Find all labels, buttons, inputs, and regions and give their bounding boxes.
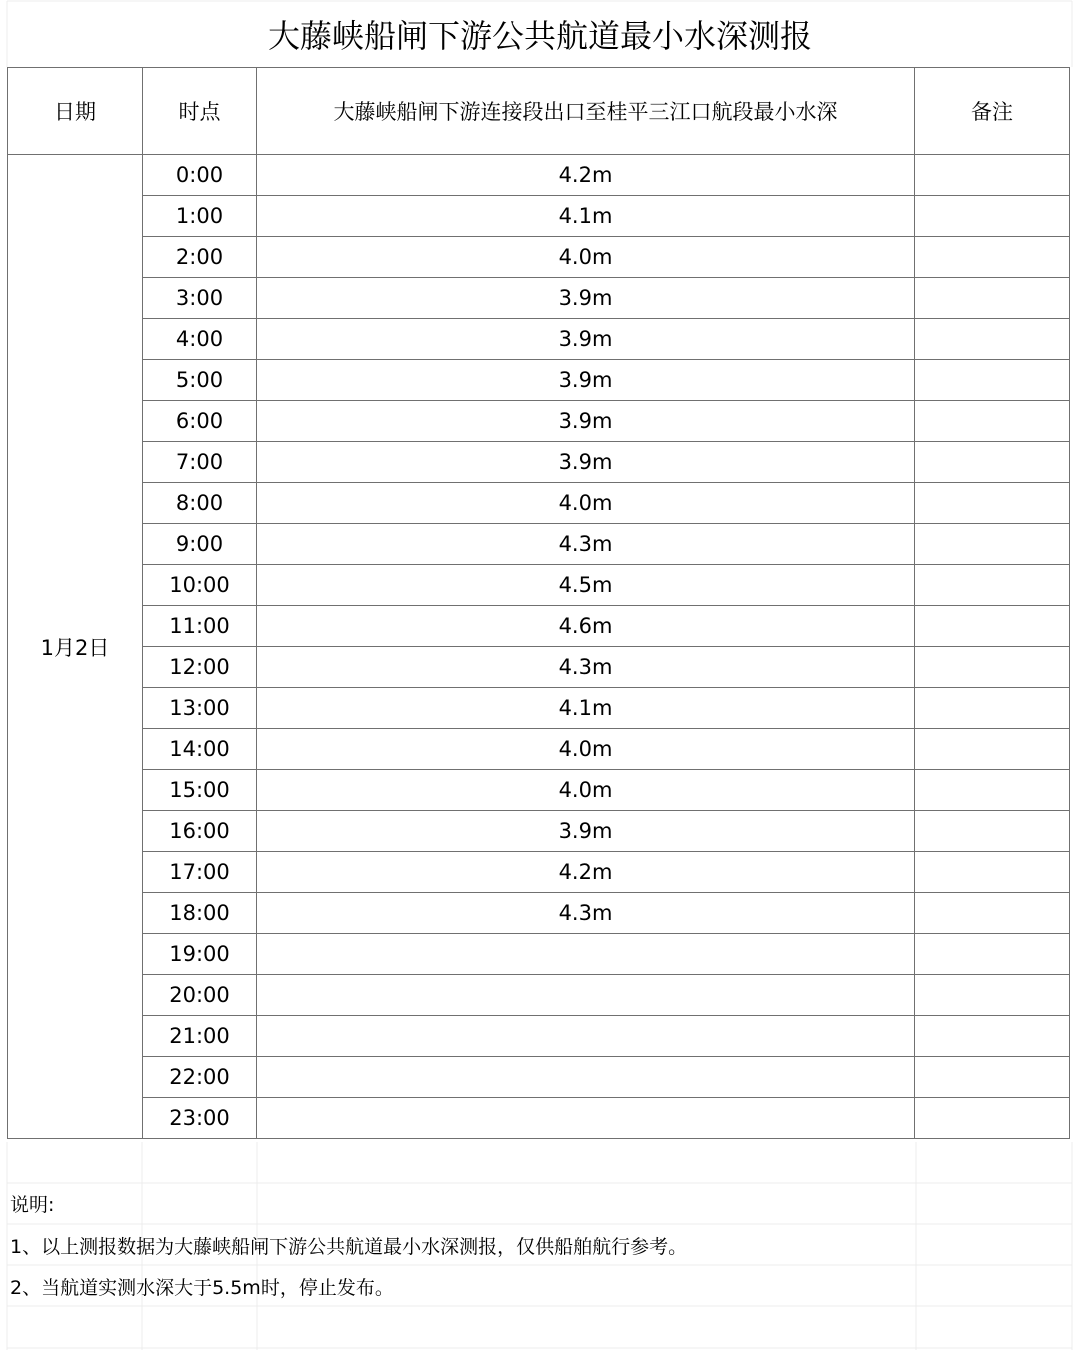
remark-cell xyxy=(915,729,1070,770)
depth-cell: 3.9m xyxy=(257,401,915,442)
depth-cell xyxy=(257,1098,915,1139)
time-cell: 19:00 xyxy=(143,934,257,975)
depth-cell: 4.2m xyxy=(257,852,915,893)
depth-cell: 4.3m xyxy=(257,647,915,688)
remark-cell xyxy=(915,196,1070,237)
remark-cell xyxy=(915,1016,1070,1057)
remark-cell xyxy=(915,319,1070,360)
depth-cell xyxy=(257,1057,915,1098)
time-cell: 8:00 xyxy=(143,483,257,524)
notes-heading: 说明: xyxy=(10,1194,55,1216)
depth-cell: 4.1m xyxy=(257,688,915,729)
remark-cell xyxy=(915,934,1070,975)
note-line-1: 1、以上测报数据为大藤峡船闸下游公共航道最小水深测报，仅供船舶航行参考。 xyxy=(10,1236,688,1258)
depth-cell: 4.0m xyxy=(257,237,915,278)
table-row xyxy=(8,1057,1070,1098)
depth-cell: 4.0m xyxy=(257,483,915,524)
remark-cell xyxy=(915,237,1070,278)
time-cell: 10:00 xyxy=(143,565,257,606)
remark-cell xyxy=(915,893,1070,934)
depth-cell xyxy=(257,975,915,1016)
table-body xyxy=(8,155,1070,1139)
time-cell: 12:00 xyxy=(143,647,257,688)
table-row xyxy=(8,1098,1070,1139)
time-cell: 6:00 xyxy=(143,401,257,442)
table-row xyxy=(8,278,1070,319)
remark-cell xyxy=(915,483,1070,524)
time-cell: 7:00 xyxy=(143,442,257,483)
table-row xyxy=(8,237,1070,278)
depth-cell: 4.3m xyxy=(257,893,915,934)
time-cell: 3:00 xyxy=(143,278,257,319)
header-time: 时点 xyxy=(143,68,257,155)
table-row xyxy=(8,934,1070,975)
remark-cell xyxy=(915,647,1070,688)
time-cell: 17:00 xyxy=(143,852,257,893)
time-cell: 22:00 xyxy=(143,1057,257,1098)
table-row xyxy=(8,483,1070,524)
header-row xyxy=(8,68,1070,155)
time-cell: 1:00 xyxy=(143,196,257,237)
table-row xyxy=(8,893,1070,934)
depth-cell: 4.0m xyxy=(257,770,915,811)
note-line-2: 2、当航道实测水深大于5.5m时，停止发布。 xyxy=(10,1277,394,1299)
time-cell: 9:00 xyxy=(143,524,257,565)
remark-cell xyxy=(915,852,1070,893)
remark-cell xyxy=(915,770,1070,811)
table-row xyxy=(8,729,1070,770)
table-row xyxy=(8,360,1070,401)
remark-cell xyxy=(915,1098,1070,1139)
table-row xyxy=(8,565,1070,606)
time-cell: 15:00 xyxy=(143,770,257,811)
remark-cell xyxy=(915,524,1070,565)
date-cell: 1月2日 xyxy=(8,155,143,1139)
remark-cell xyxy=(915,278,1070,319)
depth-cell: 4.3m xyxy=(257,524,915,565)
table-row xyxy=(8,688,1070,729)
table-row xyxy=(8,1016,1070,1057)
time-cell: 0:00 xyxy=(143,155,257,196)
remark-cell xyxy=(915,565,1070,606)
header-remark: 备注 xyxy=(915,68,1070,155)
remark-cell xyxy=(915,606,1070,647)
time-cell: 18:00 xyxy=(143,893,257,934)
header-date: 日期 xyxy=(8,68,143,155)
table-row xyxy=(8,647,1070,688)
table-row xyxy=(8,155,1070,196)
header-depth: 大藤峡船闸下游连接段出口至桂平三江口航段最小水深 xyxy=(257,68,915,155)
depth-cell: 3.9m xyxy=(257,278,915,319)
time-cell: 20:00 xyxy=(143,975,257,1016)
time-cell: 21:00 xyxy=(143,1016,257,1057)
time-cell: 14:00 xyxy=(143,729,257,770)
table-row xyxy=(8,442,1070,483)
remark-cell xyxy=(915,360,1070,401)
depth-cell: 3.9m xyxy=(257,811,915,852)
table-row xyxy=(8,524,1070,565)
table-row xyxy=(8,770,1070,811)
depth-cell: 4.2m xyxy=(257,155,915,196)
remark-cell xyxy=(915,442,1070,483)
time-cell: 11:00 xyxy=(143,606,257,647)
depth-cell: 3.9m xyxy=(257,360,915,401)
time-cell: 23:00 xyxy=(143,1098,257,1139)
remark-cell xyxy=(915,155,1070,196)
depth-cell: 4.5m xyxy=(257,565,915,606)
remark-cell xyxy=(915,688,1070,729)
table-row xyxy=(8,606,1070,647)
depth-cell: 3.9m xyxy=(257,319,915,360)
depth-cell: 4.0m xyxy=(257,729,915,770)
time-cell: 2:00 xyxy=(143,237,257,278)
time-cell: 16:00 xyxy=(143,811,257,852)
page-title: 大藤峡船闸下游公共航道最小水深测报 xyxy=(267,17,812,55)
time-cell: 13:00 xyxy=(143,688,257,729)
remark-cell xyxy=(915,811,1070,852)
depth-cell: 3.9m xyxy=(257,442,915,483)
table-row xyxy=(8,196,1070,237)
remark-cell xyxy=(915,975,1070,1016)
time-cell: 5:00 xyxy=(143,360,257,401)
table-row xyxy=(8,852,1070,893)
remark-cell xyxy=(915,401,1070,442)
remark-cell xyxy=(915,1057,1070,1098)
depth-cell xyxy=(257,934,915,975)
table-row xyxy=(8,319,1070,360)
table-row xyxy=(8,401,1070,442)
depth-cell xyxy=(257,1016,915,1057)
depth-cell: 4.6m xyxy=(257,606,915,647)
time-cell: 4:00 xyxy=(143,319,257,360)
table-row xyxy=(8,975,1070,1016)
depth-table xyxy=(7,67,1070,1139)
depth-cell: 4.1m xyxy=(257,196,915,237)
table-row xyxy=(8,811,1070,852)
